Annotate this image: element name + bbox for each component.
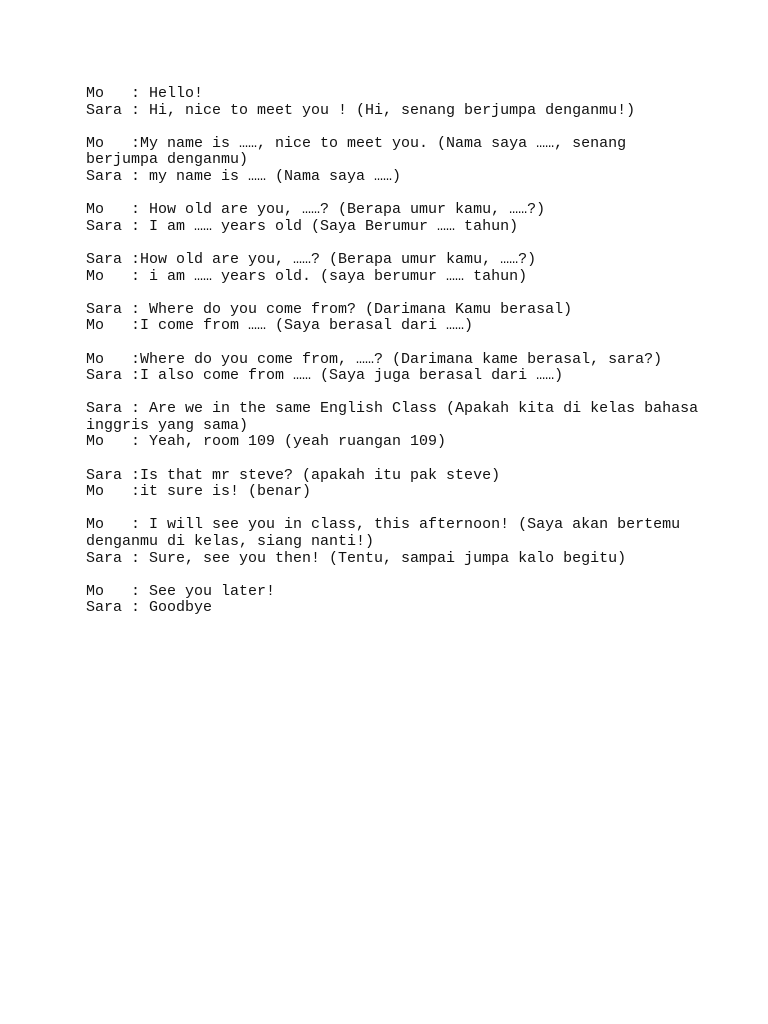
dialogue-line: Mo : How old are you, ……? (Berapa umur kamu, ……?) [86, 201, 546, 219]
dialogue-line: Sara : Where do you come from? (Darimana Kamu berasal) [86, 300, 573, 318]
dialogue-line: Sara : I am …… years old (Saya Berumur …… tahun) [86, 217, 519, 235]
dialogue-exchange [86, 352, 706, 385]
dialogue-line: Mo :I come from …… (Saya berasal dari ……) [86, 317, 474, 335]
document-page [86, 86, 706, 634]
dialogue-exchange [86, 136, 706, 186]
dialogue-line: Sara : Are we in the same English Class (Apakah kita di kelas bahasa inggris yang sama) [86, 400, 708, 434]
dialogue-line: Mo : See you later! [86, 582, 276, 600]
dialogue-line: Sara : Hi, nice to meet you ! (Hi, senang berjumpa denganmu!) [86, 101, 636, 119]
dialogue-line: Mo :it sure is! (benar) [86, 483, 312, 501]
dialogue-line: Mo :My name is ……, nice to meet you. (Nama saya ……, senang berjumpa denganmu) [86, 134, 636, 169]
dialogue-line: Mo : Yeah, room 109 (yeah ruangan 109) [86, 433, 447, 451]
dialogue-line: Sara : Sure, see you then! (Tentu, sampai jumpa kalo begitu) [86, 549, 627, 567]
dialogue-exchange [86, 468, 706, 501]
dialogue-line: Mo :Where do you come from, ……? (Darimana kame berasal, sara?) [86, 350, 663, 368]
dialogue-line: Sara :How old are you, ……? (Berapa umur kamu, ……?) [86, 250, 537, 268]
dialogue-line: Mo : i am …… years old. (saya berumur …… tahun) [86, 267, 528, 285]
dialogue-exchange [86, 401, 706, 451]
dialogue-exchange [86, 584, 706, 617]
dialogue-line: Sara : Goodbye [86, 599, 213, 617]
dialogue-line: Sara : my name is …… (Nama saya ……) [86, 167, 402, 185]
dialogue-exchange [86, 517, 706, 567]
dialogue-exchange [86, 302, 706, 335]
dialogue-line: Sara :I also come from …… (Saya juga berasal dari ……) [86, 367, 564, 385]
dialogue-line: Sara :Is that mr steve? (apakah itu pak steve) [86, 466, 501, 484]
dialogue-exchange [86, 202, 706, 235]
dialogue-line: Mo : I will see you in class, this afternoon! (Saya akan bertemu denganmu di kelas, siang nanti!) [86, 516, 690, 551]
dialogue-line: Mo : Hello! [86, 85, 204, 102]
dialogue-exchange [86, 252, 706, 285]
dialogue-exchange [86, 86, 706, 119]
